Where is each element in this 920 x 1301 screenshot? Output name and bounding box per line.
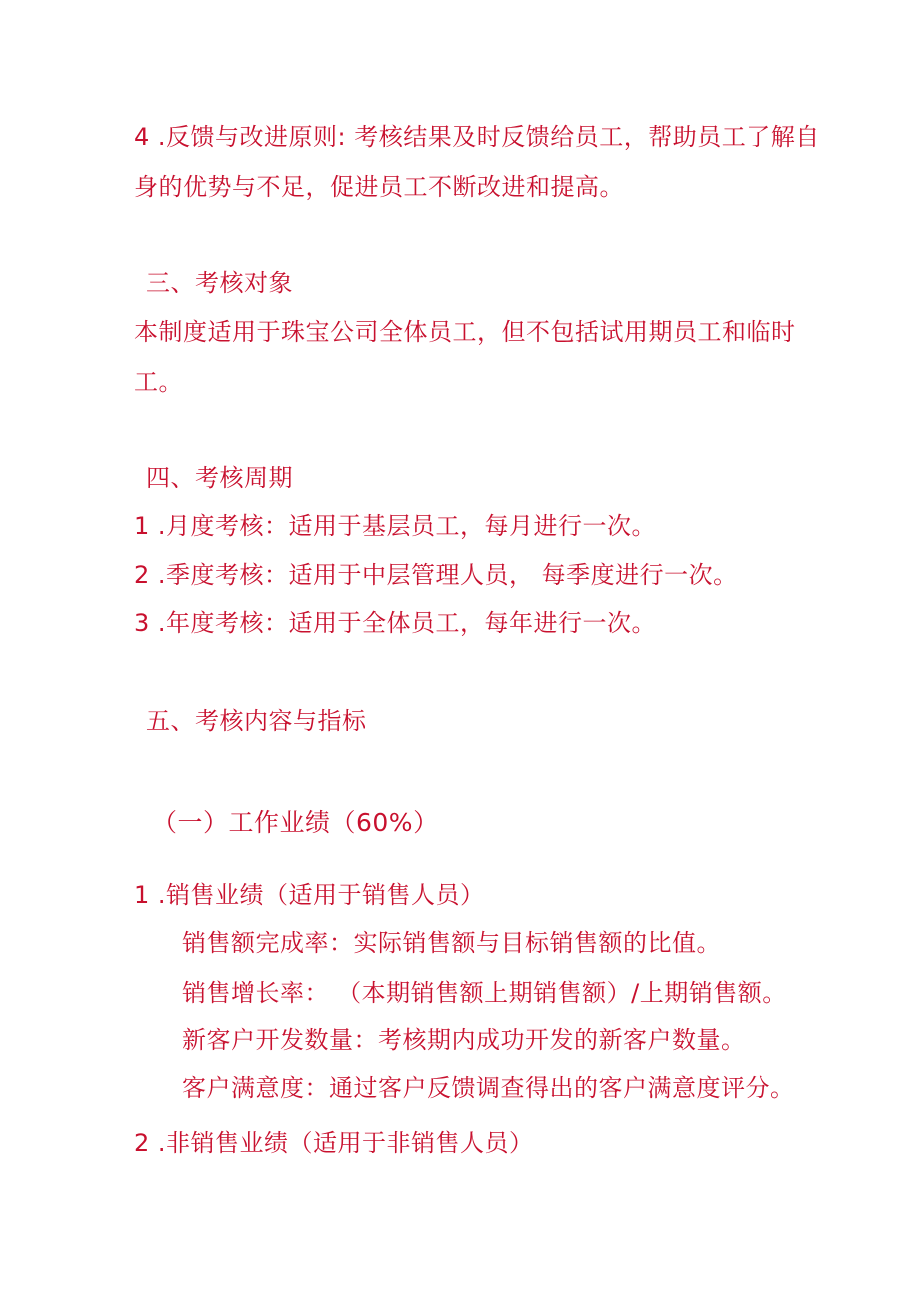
- section-5-heading: 五、考核内容与指标: [146, 707, 367, 735]
- metric-customer-satisfaction: 客户满意度：通过客户反馈调查得出的客户满意度评分。: [182, 1074, 795, 1102]
- section-3-body-line-2: 工。: [134, 368, 183, 396]
- section-3-body-line-1: 本制度适用于珠宝公司全体员工，但不包括试用期员工和临时: [134, 318, 796, 346]
- principle-4-line-2: 身的优势与不足，促进员工不断改进和提高。: [134, 173, 624, 201]
- metric-new-customer-count: 新客户开发数量：考核期内成功开发的新客户数量。: [182, 1026, 746, 1054]
- metric-sales-completion-rate: 销售额完成率：实际销售额与目标销售额的比值。: [182, 929, 721, 957]
- non-sales-performance-heading: 2 .非销售业绩（适用于非销售人员）: [134, 1129, 534, 1157]
- cycle-item-yearly: 3 .年度考核：适用于全体员工，每年进行一次。: [134, 609, 657, 637]
- section-4-heading: 四、考核周期: [146, 464, 293, 492]
- section-3-heading: 三、考核对象: [146, 269, 293, 297]
- cycle-item-monthly: 1 .月度考核：适用于基层员工，每月进行一次。: [134, 512, 657, 540]
- sales-performance-heading: 1 .销售业绩（适用于销售人员）: [134, 881, 485, 909]
- metric-sales-growth-rate: 销售增长率： （本期销售额上期销售额）/上期销售额。: [182, 979, 787, 1007]
- principle-4-line-1: 4 .反馈与改进原则: 考核结果及时反馈给员工，帮助员工了解自: [134, 123, 820, 151]
- subsection-1-heading: （一）工作业绩（60%）: [152, 808, 439, 837]
- cycle-item-quarterly: 2 .季度考核：适用于中层管理人员， 每季度进行一次。: [134, 561, 738, 589]
